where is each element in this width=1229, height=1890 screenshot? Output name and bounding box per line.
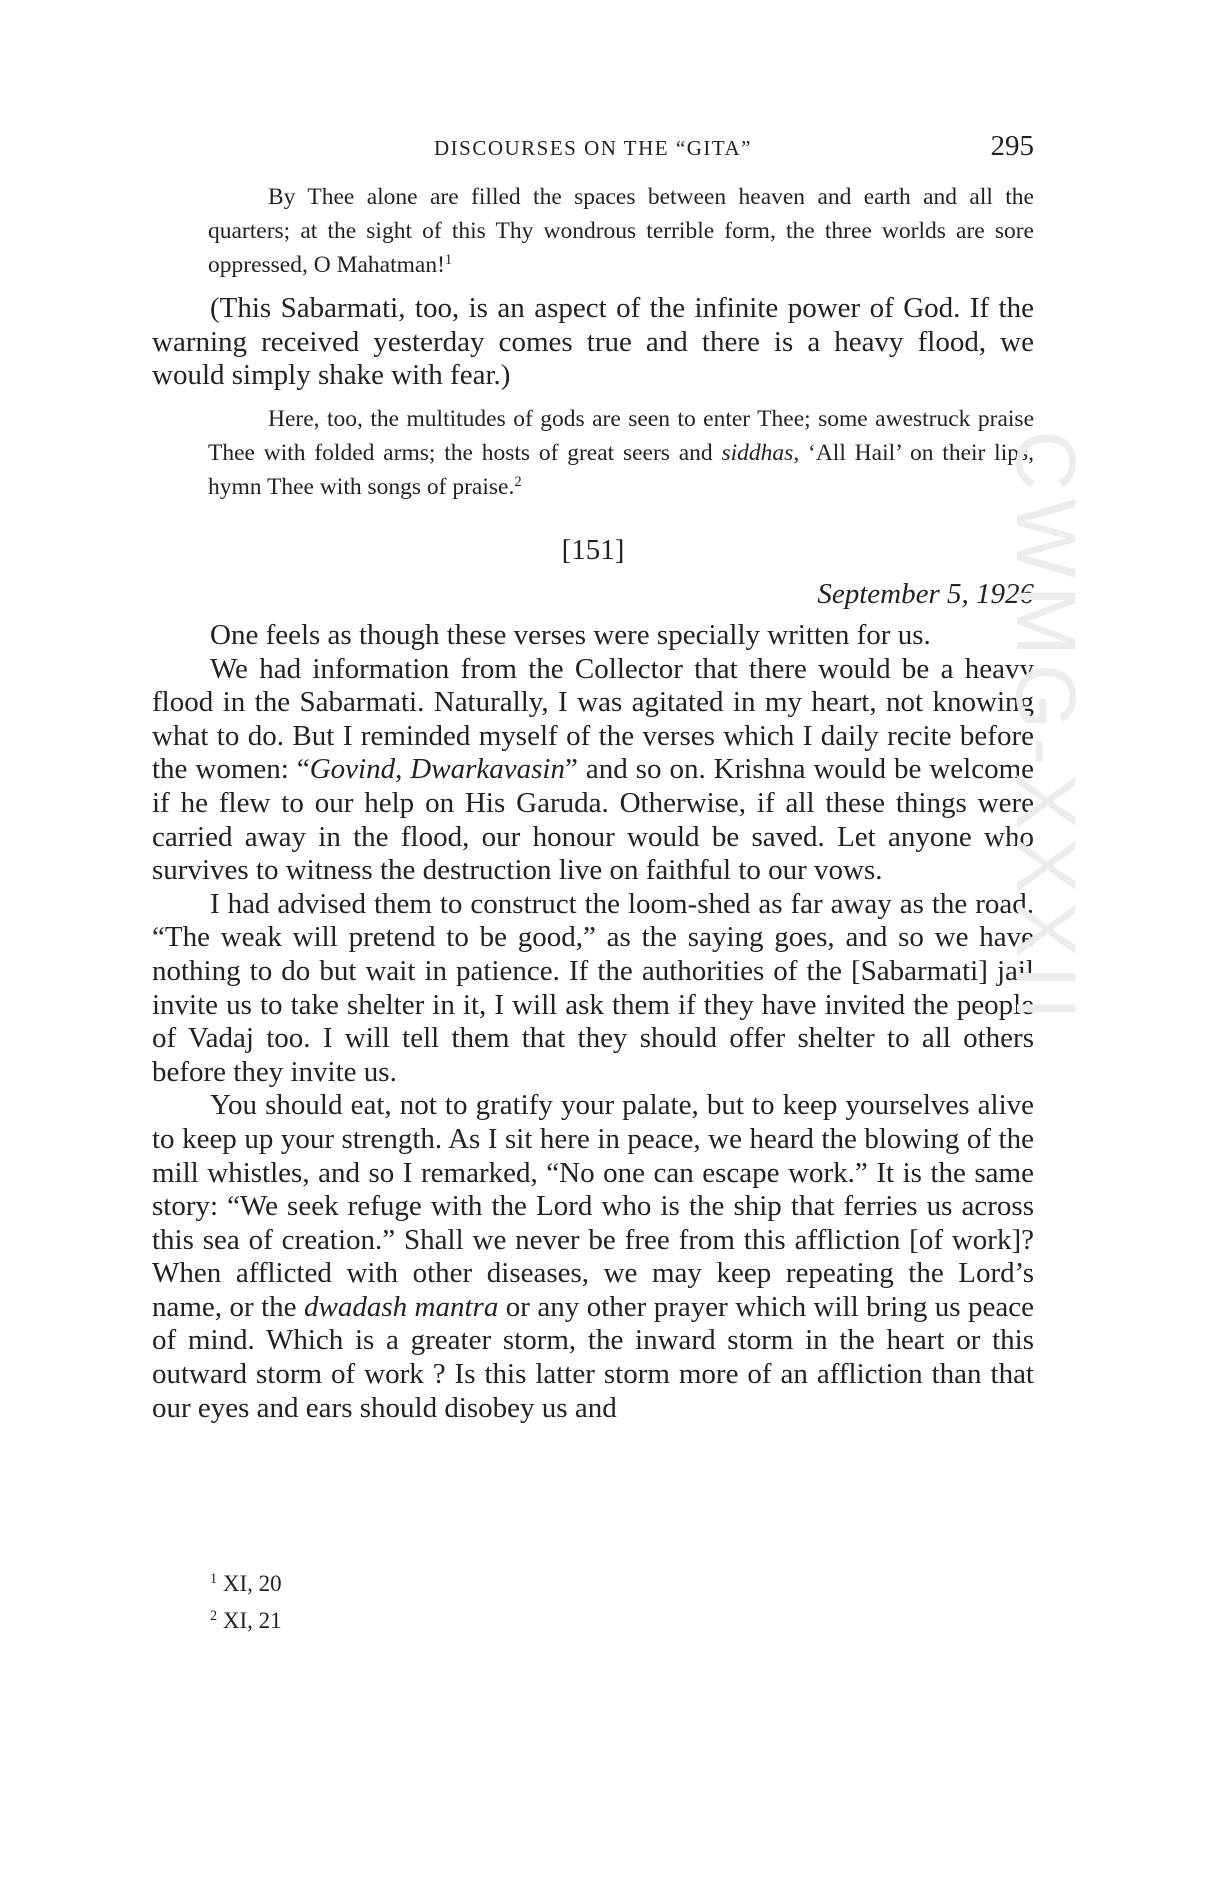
- paragraph-1: One feels as though these verses were specially written for us.: [210, 619, 931, 651]
- page-header: [152, 130, 1034, 166]
- cwmg-watermark: [999, 430, 1102, 1480]
- footnote-1-marker: 1: [210, 1571, 218, 1587]
- paragraph-4-italic: dwadash mantra: [303, 1290, 499, 1323]
- footnotes: [210, 1563, 282, 1637]
- footnote-1: [210, 1563, 282, 1600]
- interjection-text: (This Sabarmati, too, is an aspect of the infinite power of God. If the warning received yesterday comes true and there is a heavy flood, we would simply shake with fear.): [152, 292, 1034, 392]
- verse-quote-2: [208, 402, 1034, 504]
- interjection-paragraph: [152, 292, 1034, 393]
- paragraph-2: [152, 653, 1034, 888]
- footnote-ref-1: 1: [444, 252, 453, 268]
- main-text: [152, 619, 1034, 1425]
- page-number: 295: [990, 130, 1034, 162]
- paragraph-4-before: You should eat, not to gratify your palate, but to keep yourselves alive to keep up your strength. As I sit here in peace, we heard the blowing of the mill whistles, and so I remarked, “No one can escape work.” It is the same story: “We seek refuge with the Lord who is the ship that ferries us across this sea of creation.” Shall we never be free from this affliction [of work]? When afflicted with other diseases, we may keep repeating the Lord’s name, or the: [152, 1089, 1034, 1323]
- paragraph-2-after: ” and so on. Krishna would be welcome if he flew to our help on His Garuda. Otherwise, if all these things were carried away in the flood, our honour would be saved. Let anyone who survives to witness the destruction live on faithful to our vows.: [152, 753, 1034, 887]
- paragraph-2-italic: Govind, Dwarkavasin: [309, 753, 565, 786]
- paragraph-2-before: We had information from the Collector that there would be a heavy flood in the Sabarmati. Naturally, I was agitated in my heart, not knowing what to do. But I reminded myself of the verses which I daily recite before the women: “: [152, 652, 1034, 786]
- verse-quote-1: [208, 180, 1034, 282]
- paragraph-4-after: or any other prayer which will bring us peace of mind. Which is a greater storm, the inward storm in the heart or this outward storm of work ? Is this latter storm more of an affliction than that our eyes and ears should disobey us and: [152, 1290, 1034, 1424]
- watermark-text: CWMG-XXXII: [999, 430, 1093, 1028]
- paragraph-4: [152, 1089, 1034, 1425]
- verse-quote-2-italic: siddhas: [721, 440, 794, 466]
- footnote-ref-2: 2: [514, 474, 522, 490]
- footnote-2: [210, 1600, 282, 1637]
- verse-quote-2-text-before: Here, too, the multitudes of gods are seen to enter Thee; some awestruck praise Thee with folded arms; the hosts of great seers and: [208, 406, 1034, 466]
- section-date: September 5, 1926: [817, 578, 1034, 610]
- running-head: DISCOURSES ON THE “GITA”: [433, 136, 752, 160]
- verse-quote-2-text-after: , ‘All Hail’ on their lips, hymn Thee with songs of praise.: [208, 440, 1035, 500]
- footnote-1-text: XI, 20: [222, 1570, 282, 1596]
- paragraph-3: I had advised them to construct the loom-shed as far away as the road. “The weak will pretend to be good,” as the saying goes, and so we have nothing to do but wait in patience. If the authorities of the [Sabarmati] jail invite us to take shelter in it, I will ask them if they have invited the people of Vadaj too. I will tell them that they should offer shelter to all others before they invite us.: [152, 887, 1034, 1088]
- footnote-2-text: XI, 21: [222, 1607, 282, 1633]
- verse-quote-1-text: By Thee alone are filled the spaces between heaven and earth and all the quarters; at the sight of this Thy wondrous terrible form, the three worlds are sore oppressed, O Mahatman!: [208, 184, 1034, 278]
- footnote-2-marker: 2: [210, 1607, 218, 1624]
- section-number: [151]: [561, 534, 625, 566]
